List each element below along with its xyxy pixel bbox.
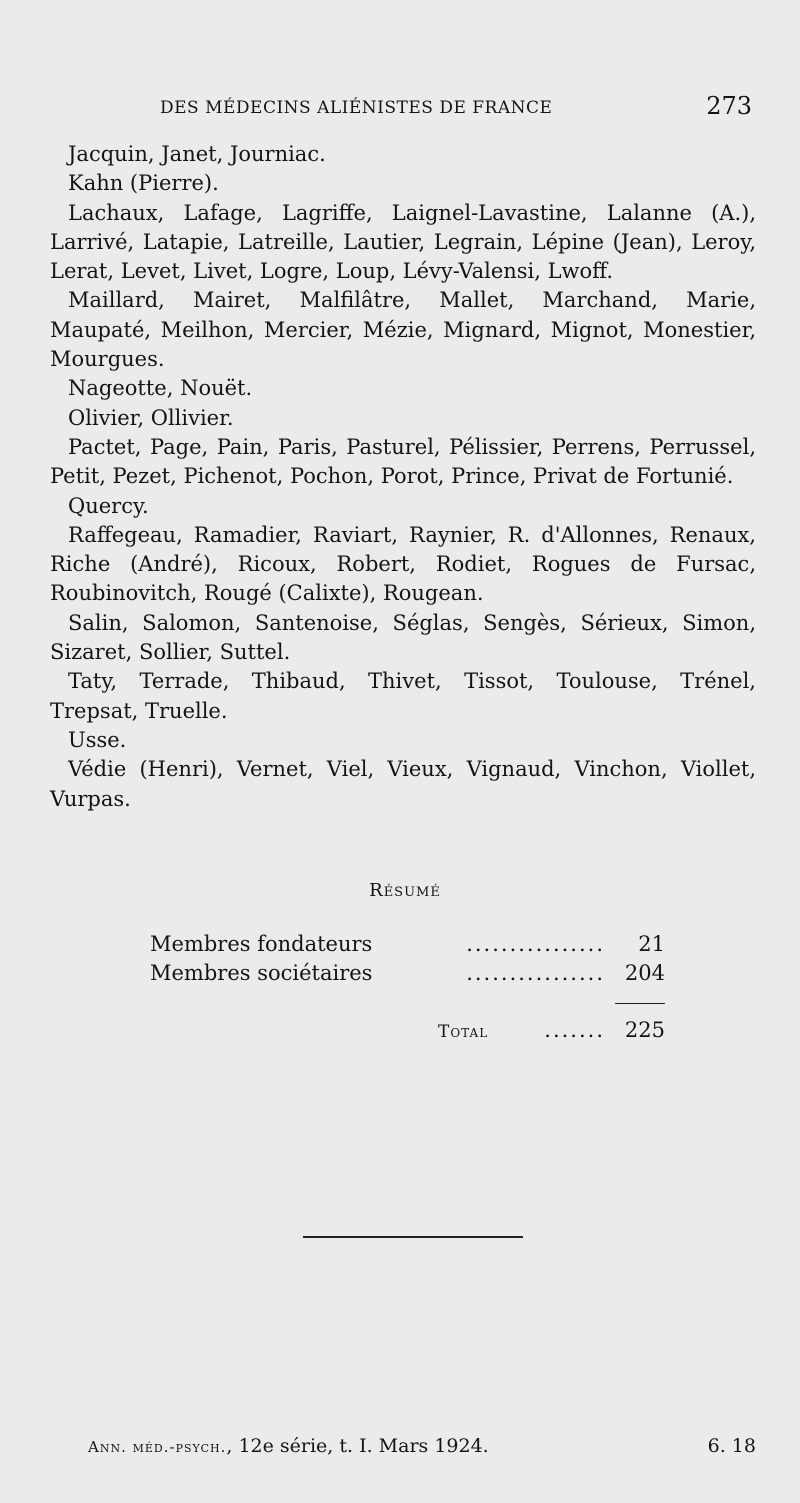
- list-item: Usse.: [68, 727, 127, 752]
- total-rule: [615, 1003, 665, 1004]
- printer-signature: 6. 18: [707, 1435, 756, 1457]
- list-item: Védie (Henri), Vernet, Viel, Vieux, Vignaud, Vinchon, Viollet, Vurpas.: [50, 757, 756, 811]
- members-list: [50, 140, 756, 814]
- summary-row-label: Membres sociétaires: [150, 961, 373, 985]
- list-item: Kahn (Pierre).: [68, 171, 219, 196]
- citation-details: , 12e série, t. I. Mars 1924.: [226, 1435, 489, 1457]
- list-item: Salin, Salomon, Santenoise, Séglas, Sengès, Sérieux, Simon, Sizaret, Sollier, Suttel.: [50, 610, 756, 665]
- section-divider: [303, 1236, 523, 1238]
- list-item: Raffegeau, Ramadier, Raviart, Raynier, R. d'Allonnes, Renaux, Riche (André), Ricoux, Robert, Rodiet, Rogues de Fursac, Roubinovitch, Rougé (Calixte), Rougean.: [50, 522, 756, 606]
- summary-total-row: [150, 1018, 665, 1046]
- summary-row-members: [150, 961, 665, 989]
- summary-row-label: Membres fondateurs: [150, 932, 373, 956]
- list-item: Nageotte, Nouët.: [68, 376, 253, 401]
- list-item: Lachaux, Lafage, Lagriffe, Laignel-Lavastine, Lalanne (A.), Larrivé, Latapie, Latreille, Lautier, Legrain, Lépine (Jean), Leroy, Lerat, Levet, Livet, Logre, Loup, Lévy-Valensi, Lwoff.: [50, 200, 756, 284]
- page-footer: [88, 1435, 756, 1463]
- journal-abbrev: Ann. méd.-psych.: [88, 1438, 227, 1456]
- list-item: Pactet, Page, Pain, Paris, Pasturel, Pélissier, Perrens, Perrussel, Petit, Pezet, Pichenot, Pochon, Porot, Prince, Privat de Fortunié.: [50, 434, 756, 489]
- summary-title: Résumé: [369, 880, 441, 901]
- summary-row-value: 204: [624, 961, 665, 985]
- leader-dots: .......: [544, 1018, 605, 1042]
- list-item: Taty, Terrade, Thibaud, Thivet, Tissot, Toulouse, Trénel, Trepsat, Truelle.: [50, 669, 756, 723]
- list-item: Quercy.: [68, 493, 149, 518]
- running-title: DES MÉDECINS ALIÉNISTES DE FRANCE: [160, 98, 553, 118]
- list-item: Olivier, Ollivier.: [68, 405, 234, 430]
- summary-total-value: 225: [624, 1018, 665, 1042]
- page-header: [160, 92, 752, 124]
- journal-citation: [88, 1435, 489, 1457]
- leader-dots: ................: [466, 961, 605, 985]
- summary-total-label: Total: [438, 1022, 489, 1042]
- summary-row-founders: [150, 932, 665, 960]
- list-item: Maillard, Mairet, Malfilâtre, Mallet, Marchand, Marie, Maupaté, Meilhon, Mercier, Mézie, Mignard, Mignot, Monestier, Mourgues.: [50, 288, 756, 372]
- leader-dots: ................: [466, 932, 605, 956]
- list-item: Jacquin, Janet, Journiac.: [68, 142, 326, 166]
- page-number: 273: [706, 92, 752, 120]
- summary-section: [0, 880, 800, 901]
- summary-row-value: 21: [638, 932, 665, 956]
